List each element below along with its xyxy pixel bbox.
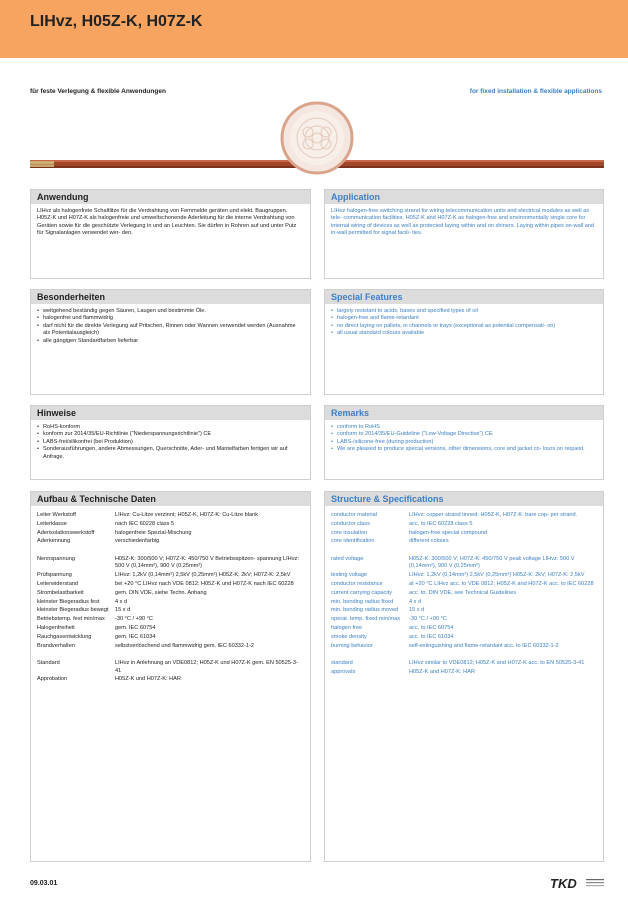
spec-key: Prüfspannung (37, 572, 72, 579)
spec-key: rated voltage (331, 556, 364, 563)
section-title: Application (325, 190, 603, 204)
table-row (37, 676, 304, 685)
table-row (331, 512, 597, 521)
section-remarks (324, 405, 604, 480)
list-item: • conform to RoHS (331, 424, 597, 431)
subtitle-de: für feste Verlegung & flexible Anwendungen (30, 88, 166, 95)
list-item: • halogen-free and flame-retardant (331, 315, 597, 322)
spec-value: verschiedenfarbig (115, 538, 160, 545)
spec-key: Brandverhalten (37, 642, 75, 649)
table-row (37, 660, 304, 676)
table-row (331, 607, 597, 616)
spec-key: Halogenfreiheit (37, 624, 75, 631)
section-text: LIHvz halogen-free switching strand for wiring telecommunication units and electrical modules as well as tele- communication facilities. H05Z-K and H07Z-K as halogen-free and environmentally single core for internal wiring of devices as well as protected laying within and on shiners. Laying within pipes on-wall and in-wall permitted for signal facili- ties. (331, 208, 595, 237)
table-row (331, 660, 597, 669)
list-item: • conform to 2014/35/EU-Guideline ("Low-Voltage Directive") CE (331, 431, 597, 438)
tkd-logo (550, 876, 604, 890)
spec-key: Betriebstemp. fest min/max (37, 616, 105, 623)
table-spacer (331, 651, 597, 660)
table-row (331, 616, 597, 625)
spec-value: 15 x d (115, 607, 131, 614)
spec-value: 15 x d (409, 607, 425, 614)
spec-value: LIHvz: 1,2kV (0,14mm²) 2,5kV (0,25mm²) H05Z-K: 2kV; H07Z-K: 2,5kV (409, 572, 585, 579)
list-item: • all usual standard colours available (331, 330, 597, 337)
spec-key: min. bending radius fixed (331, 598, 394, 605)
list-item: • konform zur 2014/35/EU-Richtlinie ("Niederspannungsrichtlinie") CE (37, 431, 304, 438)
spec-value: LIHvz similar to VDE0812; H05Z-K and H07Z-K acc. to EN 50525-3-41 (409, 660, 585, 667)
list-item: • Sonderausführungen, andere Abmessungen, Querschnitte, Ader- und Mantelfarben fertigen wir auf Anfrage. (37, 446, 304, 461)
table-spacer (37, 547, 304, 556)
spec-value: -30 °C / +90 °C (115, 616, 153, 623)
section-title: Remarks (325, 406, 603, 420)
spec-key: Leiterwiderstand (37, 580, 79, 587)
spec-value: gem. DIN VDE, siehe Techn. Anhang (115, 589, 207, 596)
svg-text:TKD: TKD (550, 876, 577, 890)
table-row (37, 643, 304, 652)
section-anwendung (30, 189, 311, 279)
spec-key: approvals (331, 669, 356, 676)
table-row (331, 625, 597, 634)
table-row (331, 556, 597, 572)
spec-value: gem. IEC 61034 (115, 633, 156, 640)
table-row (37, 530, 304, 539)
subtitle-en: for fixed installation & flexible applications (469, 88, 602, 95)
list-item: • LABS-/silicone-free (during production) (331, 439, 597, 446)
table-row (37, 512, 304, 521)
spec-value: H05Z-K and H07Z-K: HAR (409, 669, 475, 676)
spec-key: operat. temp. fixed min/max (331, 616, 401, 623)
table-row (37, 616, 304, 625)
page-title: LIHvz, H05Z-K, H07Z-K (30, 13, 203, 30)
spec-value: nach IEC 60228 class 5 (115, 520, 175, 527)
section-structure (324, 491, 604, 862)
spec-key: Leiter Werkstoff (37, 512, 76, 518)
spec-value: 4 x d (115, 598, 128, 605)
spec-key: min. bending radius moved (331, 607, 399, 614)
spec-key: smoke density (331, 633, 367, 640)
header-bar (0, 0, 628, 58)
spec-value: LIHvz: 1,2kV (0,14mm²) 2,5kV (0,25mm²) H05Z-K: 2kV; H07Z-K: 2,5kV (115, 572, 291, 579)
section-hinweise (30, 405, 311, 480)
list-item: • alle gängigen Standardfarben lieferbar (37, 338, 304, 345)
table-row (37, 599, 304, 608)
table-row (331, 530, 597, 539)
section-title: Special Features (325, 290, 603, 304)
spec-key: Approbation (37, 676, 68, 683)
table-row (331, 634, 597, 643)
spec-key: conductor material (331, 512, 378, 518)
list-item: • RoHS-konform (37, 424, 304, 431)
list-item: • LABS-frei/silikonfrei (bei Produktion) (37, 439, 304, 446)
table-row (331, 538, 597, 547)
footer-date: 09.03.01 (30, 880, 58, 887)
spec-value: halogenfreie Spezial-Mischung (115, 529, 192, 536)
table-row (331, 521, 597, 530)
section-text: LIHvz als halogenfreie Schaltlitze für die Verdrahtung von Fernmelde geräten und elekt. Baugruppen. H05Z-K und H07Z-K als halogenfreie und umweltschonende Aderleitung für die interne Verdrahtung von Geräten sowie für die geschützte Verlegung in und an Leuchten. Sie dürfen in Rohren auf und unter Putz für Signalanlagen verwendet wer- den. (37, 208, 297, 237)
spec-key: kleinster Biegeradius fest (37, 598, 100, 605)
table-row (37, 634, 304, 643)
table-row (331, 643, 597, 652)
list-item: • darf nicht für die direkte Verlegung auf Pritschen, Rinnen oder Wannen verwendet werden (Ausnahme als Potentialausgleich) (37, 323, 304, 338)
spec-key: conductor resistance (331, 580, 383, 587)
spec-value: 4 x d (409, 598, 422, 605)
spec-value: bei +20 °C LIHvz nach VDE 0812; H05Z-K und H07Z-K nach IEC 60228 (115, 580, 294, 587)
section-special-features (324, 289, 604, 395)
table-row (37, 538, 304, 547)
table-row (331, 590, 597, 599)
table-row (37, 607, 304, 616)
table-row (37, 521, 304, 530)
spec-value: LIHvz: copper strand tinned; H05Z-K, H07Z-K: bare cop- per strand. (409, 512, 578, 518)
spec-key: Aderkennung (37, 538, 71, 545)
table-spacer (331, 547, 597, 556)
spec-key: halogen free (331, 624, 363, 631)
spec-value: self-extinguishing and flame-retardant acc. to IEC 60332-1-2 (409, 642, 559, 649)
table-row (331, 581, 597, 590)
spec-key: Strombelastbarkeit (37, 589, 84, 596)
section-besonderheiten (30, 289, 311, 395)
spec-key: Standard (37, 660, 60, 667)
table-row (37, 590, 304, 599)
spec-value: gem. IEC 60754 (115, 624, 156, 631)
section-title: Besonderheiten (31, 290, 310, 304)
table-row (331, 669, 597, 678)
list-item: • weitgehend beständig gegen Säuren, Laugen und bestimmte Öle. (37, 308, 304, 315)
spec-value: H05Z-K und H07Z-K: HAR (115, 676, 181, 683)
spec-key: Rauchgasentwicklung (37, 633, 92, 640)
spec-value: LIHvz: Cu-Litze verzinnt; H05Z-K, H07Z-K: Cu-Litze blank (115, 512, 259, 518)
spec-value: -30 °C / +90 °C (409, 616, 447, 623)
spec-key: Aderisolationswerkstoff (37, 529, 95, 536)
spec-key: current carrying capacity (331, 589, 392, 596)
table-row (37, 572, 304, 581)
spec-value: H05Z-K: 300/500 V; H07Z-K: 450/750 V Betriebsspitzen- spannung LIHvz: 500 V (0,14mm²), 900 V (0,25mm²) (115, 556, 299, 570)
list-item: • halogenfrei und flammwidrig (37, 315, 304, 322)
spec-key: kleinster Biegeradius bewegt (37, 607, 109, 614)
table-row (37, 625, 304, 634)
spec-key: standard (331, 660, 353, 667)
spec-value: halogen-free special compound (409, 529, 488, 536)
spec-table (331, 512, 597, 678)
spec-value: selbstverlöschend und flammwidrig gem. IEC 60332-1-2 (115, 642, 254, 649)
spec-value: acc. to IEC 60228 class 5 (409, 520, 473, 527)
spec-key: Leiterklasse (37, 520, 67, 527)
section-title: Anwendung (31, 190, 310, 204)
list-item: • no direct laying on pallets, in channels or trays (exceptional as potential compensati- on) (331, 323, 597, 330)
list-item: • largely resistant to acids, bases and specified types of oil (331, 308, 597, 315)
spec-value: acc. to IEC 60754 (409, 624, 454, 631)
table-row (37, 581, 304, 590)
list-item: • We are pleased to produce special versions, other dimensions, core and jacket co- lours on request. (331, 446, 597, 453)
spec-key: core insulation (331, 529, 368, 536)
section-aufbau (30, 491, 311, 862)
section-title: Hinweise (31, 406, 310, 420)
spec-value: at +20 °C LIHvz acc. to VDE 0812; H05Z-K and H07Z-K acc. to IEC 60228 (409, 580, 594, 587)
table-row (331, 572, 597, 581)
spec-table (37, 512, 304, 685)
spec-value: acc. to. DIN VDE, see Technical Guidelines (409, 589, 517, 596)
spec-value: H05Z-K: 300/500 V; H07Z-K: 450/750 V peak voltage LIHvz: 500 V (0,14mm²), 900 V (0,25mm²) (409, 556, 575, 570)
spec-key: burning behavior (331, 642, 373, 649)
spec-key: testing voltage (331, 572, 368, 579)
spec-value: different colours (409, 538, 449, 545)
section-title: Structure & Specifications (325, 492, 603, 506)
spec-value: LIHvz in Anlehnung an VDE0812; H05Z-K und H07Z-K gem. EN 50525-3-41 (115, 660, 298, 674)
section-application (324, 189, 604, 279)
section-title: Aufbau & Technische Daten (31, 492, 310, 506)
spec-value: acc. to IEC 61034 (409, 633, 454, 640)
table-spacer (37, 651, 304, 660)
spec-key: conductor class (331, 520, 370, 527)
spec-key: Nennspannung (37, 556, 75, 563)
table-row (331, 599, 597, 608)
table-row (37, 556, 304, 572)
cable-image (30, 98, 604, 178)
spec-key: core identification (331, 538, 375, 545)
